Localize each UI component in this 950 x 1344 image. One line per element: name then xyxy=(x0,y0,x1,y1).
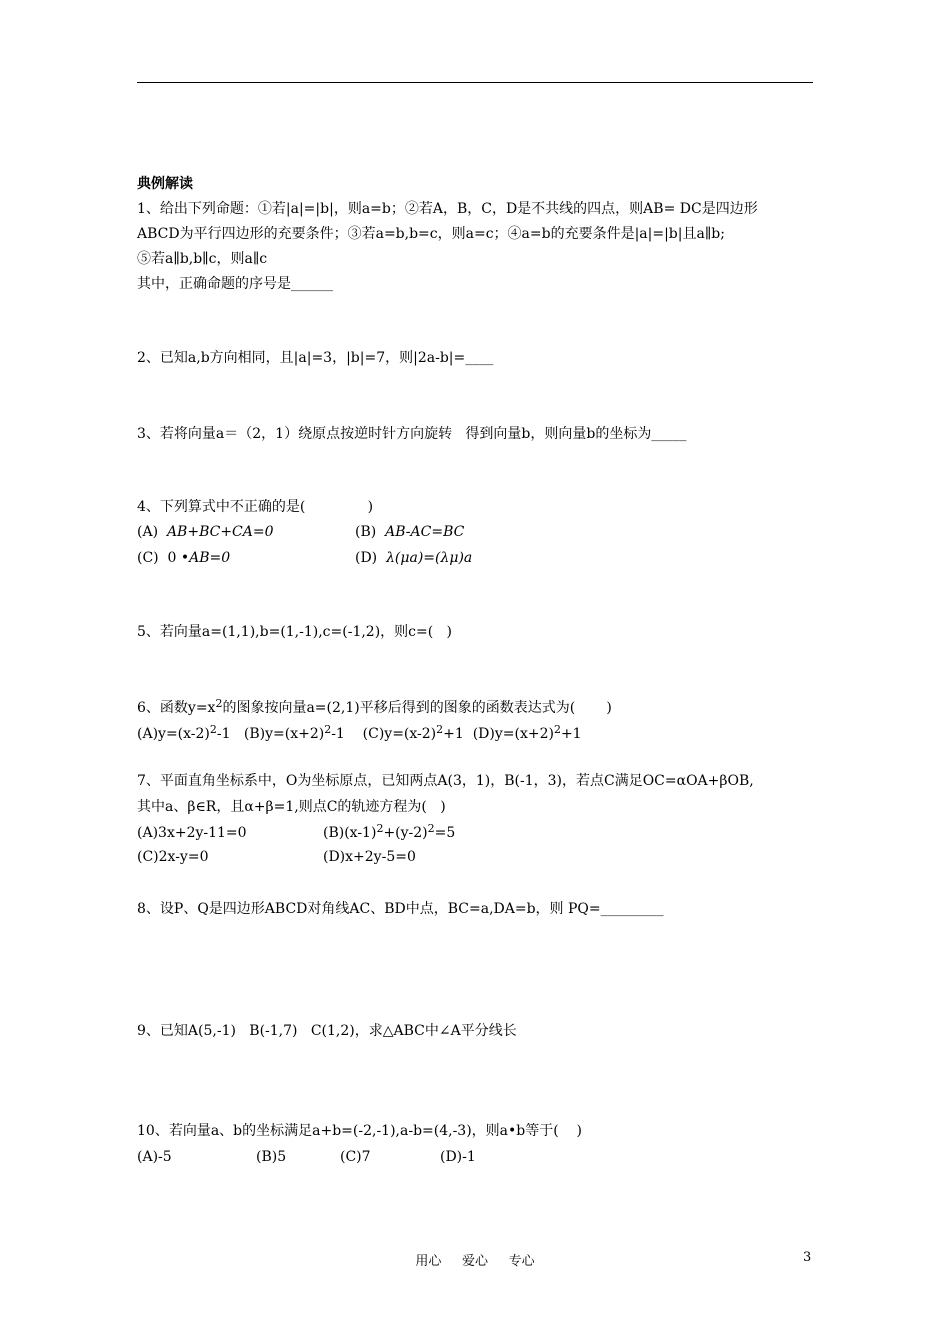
q6-option-b: $(B)y=(x+2)^2-1$ xyxy=(243,723,345,742)
header-rule xyxy=(137,82,813,83)
q2: 2、已知a,b方向相同，且|a|=3，|b|=7，则|2a-b|=____ xyxy=(137,350,494,366)
q7-option-b: $(B)(x-1)^2+(y-2)^2=5$ xyxy=(323,822,456,841)
q7-option-c: (C)2x-y=0 xyxy=(137,849,209,865)
q10-option-c: (C)7 xyxy=(340,1149,371,1165)
q10-option-d: (D)-1 xyxy=(440,1149,476,1165)
q10-stem: 10、若向量a、b的坐标满足a+b=(-2,-1),a-b=(4,-3)，则a•b等于( ) xyxy=(137,1123,582,1139)
q4-option-c: (C) 0 •AB=0 xyxy=(137,550,231,566)
q6-option-c: $(C)y=(x-2)^2+1$ xyxy=(362,723,464,742)
q3: 3、若将向量a＝（2，1）绕原点按逆时针方向旋转 得到向量b，则向量b的坐标为_____ xyxy=(137,426,687,442)
q4-option-d: (D) λ(μa)=(λμ)a xyxy=(355,550,473,566)
q5: 5、若向量a=(1,1),b=(1,-1),c=(-1,2)，则c=( ) xyxy=(137,624,453,640)
q4-option-a: (A) AB+BC+CA=0 xyxy=(137,524,274,540)
section-heading: 典例解读 xyxy=(137,176,193,192)
page-number: 3 xyxy=(803,1250,812,1265)
q1-line3: ⑤若a∥b,b∥c，则a∥c xyxy=(137,251,268,267)
q10-option-b: (B)5 xyxy=(256,1149,287,1165)
q7-option-d: (D)x+2y-5=0 xyxy=(323,849,416,865)
q1-line1: 1、给出下列命题：①若|a|=|b|，则a=b；②若A，B，C，D是不共线的四点，则AB= DC是四边形 xyxy=(137,201,758,217)
q6-stem: 6、函数$y=x^2$的图象按向量a=(2,1)平移后得到的图象的函数表达式为( ) xyxy=(137,697,612,716)
q8: 8、设P、Q是四边形ABCD对角线AC、BD中点，BC=a,DA=b，则 PQ=_________ xyxy=(137,901,664,917)
q4-option-b: (B) AB-AC=BC xyxy=(355,524,465,540)
q7-option-a: (A)3x+2y-11=0 xyxy=(137,825,247,841)
q10-option-a: (A)-5 xyxy=(137,1149,172,1165)
q6-options xyxy=(137,724,582,744)
page-footer: 用心 爱心 专心 xyxy=(415,1254,535,1269)
q7-line1: 7、平面直角坐标系中，O为坐标原点，已知两点A(3，1)，B(-1，3)，若点C满足OC=αOA+βOB, xyxy=(137,773,754,789)
q9: 9、已知A(5,-1) B(-1,7) C(1,2)，求△ABC中∠A平分线长 xyxy=(137,1023,517,1039)
q6-option-a: $(A)y=(x-2)^2-1$ xyxy=(137,723,231,742)
q7-line2: 其中a、β∈R，且α+β=1,则点C的轨迹方程为( ) xyxy=(137,799,446,815)
q4-stem: 4、下列算式中不正确的是( ) xyxy=(137,499,374,515)
q1-line2: ABCD为平行四边形的充要条件；③若a=b,b=c，则a=c；④a=b的充要条件是|a|=|b|且a∥b; xyxy=(137,226,725,242)
q6-option-d: $(D)y=(x+2)^2+1$ xyxy=(472,723,582,742)
q1-line4: 其中，正确命题的序号是______ xyxy=(137,276,333,292)
